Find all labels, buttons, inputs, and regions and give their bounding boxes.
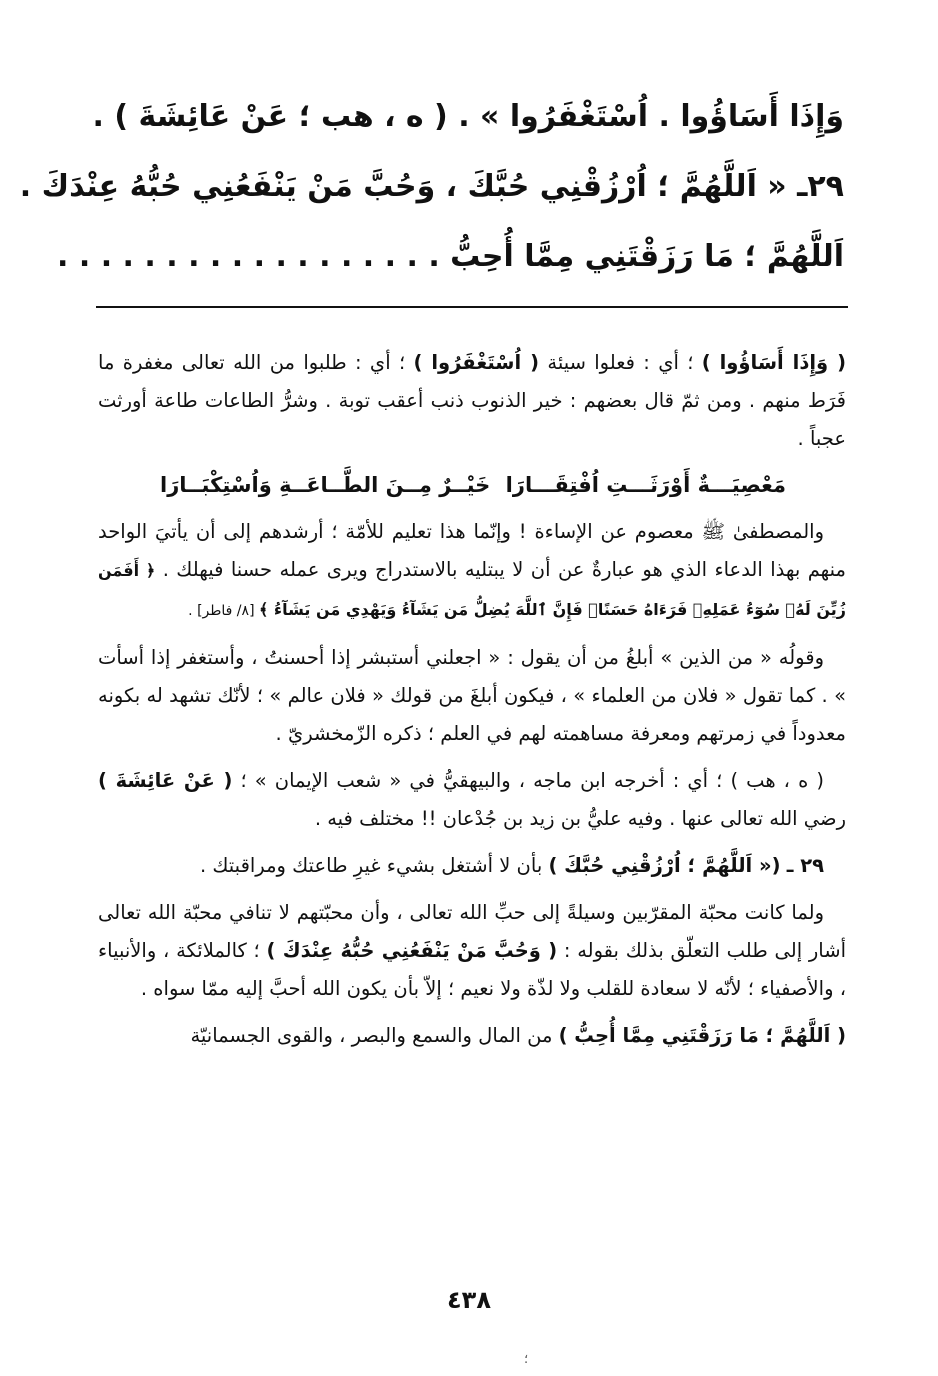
quoted-phrase: (« اَللَّهُمَّ ؛ اُرْزُقْنِي حُبَّكَ )	[548, 854, 781, 877]
quoted-phrase: ( اُسْتَغْفَرُوا )	[413, 351, 540, 374]
poetry-verse	[98, 467, 846, 503]
hadith-line: ٢٩ـ « اَللَّهُمَّ ؛ اُرْزُقْنِي حُبَّكَ ، وَحُبَّ مَنْ يَنْفَعُنِي حُبُّهُ عِنْدَكَ .	[19, 169, 844, 204]
commentary-block	[98, 344, 846, 1064]
commentary-text: رضي الله تعالى عنها . وفيه عليُّ بن زيد بن جُدْعان !! مختلف فيه .	[314, 807, 846, 830]
verse-hemistich-right: مَعْصِيَـــةٌ أَوْرَثَـــتِ اُفْتِقَـــارَا	[505, 473, 786, 497]
commentary-text: ولما كانت محبّة المقرّبين وسيلةً إلى حبِّ الله تعالى ، وأن محبّتهم لا تنافي محبّة الله تعالى أشار إلى طلب التعلّق بذلك بقوله :	[98, 901, 847, 962]
scan-mark: ؛	[524, 1352, 529, 1367]
hadith-number: ٢٩ ـ	[786, 854, 824, 877]
quran-verse: ﴿ أَفَمَن زُيِّنَ لَهُۥ سُوٓءُ عَمَلِهِۦ فَرَءَاهُ حَسَنًاۖ فَإِنَّ ٱللَّهَ يُضِلُّ مَن يَشَآءُ وَيَهْدِي مَن يَشَآءُ ﴾	[98, 561, 846, 619]
commentary-text: والمصطفىٰ ﷺ معصوم عن الإساءة ! وإنّما هذا تعليم للأمّة ؛ أرشدهم إلى أن يأتيَ الواحد منهم بهذا الدعاء الذي هو عبارةٌ عن أن لا يبتليه بالاستدراج ويرى عمله حسنا فيهلك .	[98, 520, 846, 581]
hadith-line: وَإِذَا أَسَاؤُوا . اُسْتَغْفَرُوا » . ( ه ، هب ؛ عَنْ عَائِشَةَ ) .	[92, 99, 844, 134]
commentary-text: وقولُه « من الذين » أبلغُ من أن يقول : « اجعلني أستبشر إذا أحسنتُ ، وأستغفر إذا أسأت » . كما تقول « فلان من العلماء » ، فيكون أبلغَ من قولك « فلان عالم » ؛ لأنّك تشهد له بكونه معدوداً في زمرتهم ومعرفة مساهمته لهم في العلم ؛ ذكره الزّمخشريّ .	[98, 646, 846, 745]
commentary-paragraph	[98, 847, 846, 885]
commentary-text: ( ه ، هب ) ؛ أي : أخرجه ابن ماجه ، والبيهقيُّ في « شعب الإيمان » ؛	[232, 769, 824, 792]
quoted-phrase: ( اَللَّهُمَّ ؛ مَا رَزَقْتَنِي مِمَّا أُحِبُّ )	[558, 1024, 846, 1047]
commentary-paragraph	[98, 1017, 846, 1055]
commentary-text: ؛ أي : فعلوا سيئة	[539, 351, 702, 374]
commentary-text: بأن لا أشتغل بشيء غيرِ طاعتك ومراقبتك .	[199, 854, 549, 877]
quoted-phrase: ( عَنْ عَائِشَةَ )	[98, 769, 233, 792]
commentary-paragraph	[98, 344, 846, 458]
commentary-paragraph	[98, 639, 846, 753]
section-divider	[96, 306, 848, 308]
quoted-phrase: ( وَإِذَا أَسَاؤُوا )	[701, 351, 846, 374]
hadith-line: اَللَّهُمَّ ؛ مَا رَزَقْتَنِي مِمَّا أُحِبُّ . . . . . . . . . . . . . . . . . .	[57, 239, 844, 274]
commentary-paragraph	[98, 894, 846, 1008]
page-number: ٤٣٨	[447, 1286, 491, 1314]
commentary-text: ؛ أي : طلبوا من الله تعالى مغفرة ما فَرَط منهم . ومن ثمّ قال بعضهم : خير الذنوب ذنب أعقب توبة . وشرُّ الطاعات طاعة أورثت عجباً .	[98, 351, 846, 450]
verse-hemistich-left: خَيْــرٌ مِــنَ الطَّــاعَــةِ وَاُسْتِكْبَــارَا	[160, 473, 491, 497]
commentary-text: من المال والسمع والبصر ، والقوى الجسمانيّة	[190, 1024, 559, 1047]
commentary-paragraph	[98, 762, 846, 838]
hadith-text-block	[19, 82, 844, 292]
commentary-paragraph	[98, 513, 846, 630]
quran-reference: [٨/ فاطر] .	[188, 603, 259, 619]
quoted-phrase: ( وَحُبَّ مَنْ يَنْفَعُنِي حُبُّهُ عِنْدَكَ )	[266, 939, 558, 962]
commentary-text: ؛ كالملائكة ، والأنبياء ، والأصفياء ؛ لأنّه لا سعادة للقلب ولا لذّة ولا نعيم ؛ إلاّ بأن يكون الله أحبَّ إليه ممّا سواه .	[98, 939, 846, 1000]
